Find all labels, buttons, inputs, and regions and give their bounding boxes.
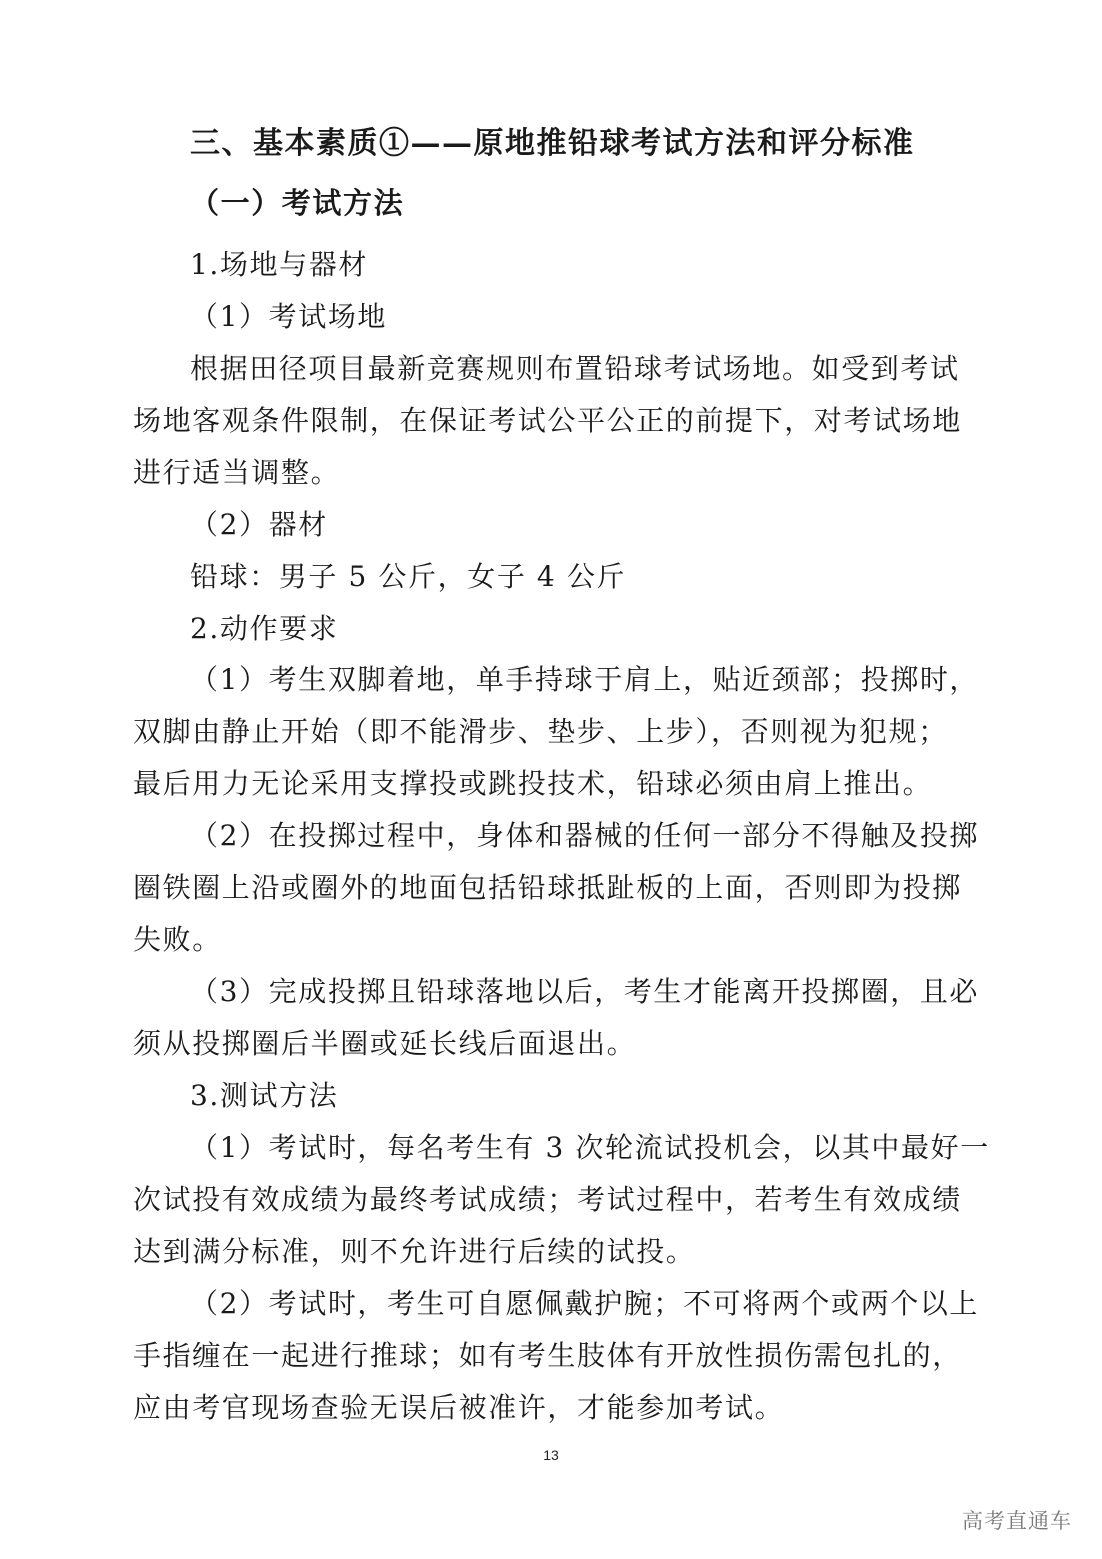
paragraph-line: （2）在投掷过程中，身体和器械的任何一部分不得触及投掷 bbox=[190, 819, 980, 852]
paragraph-line: 应由考官现场查验无误后被准许，才能参加考试。 bbox=[133, 1391, 785, 1424]
paragraph-line: 失败。 bbox=[133, 923, 222, 956]
paragraph-line: 3.测试方法 bbox=[190, 1079, 339, 1112]
paragraph-line: 手指缠在一起进行推球；如有考生肢体有开放性损伤需包扎的， bbox=[133, 1339, 962, 1372]
paragraph-line: （1）考生双脚着地，单手持球于肩上，贴近颈部；投掷时， bbox=[190, 663, 980, 696]
paragraph-line: （3）完成投掷且铅球落地以后，考生才能离开投掷圈，且必 bbox=[190, 975, 980, 1008]
paragraph-line: 铅球：男子 5 公斤，女子 4 公斤 bbox=[190, 560, 627, 593]
paragraph-line: 进行适当调整。 bbox=[133, 456, 341, 489]
paragraph-line: （2）考试时，考生可自愿佩戴护腕；不可将两个或两个以上 bbox=[190, 1287, 980, 1320]
page-heading: 三、基本素质①——原地推铅球考试方法和评分标准 bbox=[190, 126, 915, 161]
paragraph-line: 次试投有效成绩为最终考试成绩；考试过程中，若考生有效成绩 bbox=[133, 1183, 962, 1216]
paragraph-line: 圈铁圈上沿或圈外的地面包括铅球抵趾板的上面，否则即为投掷 bbox=[133, 871, 962, 904]
page-number: 13 bbox=[543, 1447, 559, 1463]
paragraph-line: 根据田径项目最新竞赛规则布置铅球考试场地。如受到考试 bbox=[190, 352, 960, 385]
paragraph-line: （1）考试时，每名考生有 3 次轮流试投机会，以其中最好一 bbox=[190, 1131, 990, 1164]
paragraph-line: 2.动作要求 bbox=[190, 612, 339, 645]
paragraph-line: （2）器材 bbox=[190, 508, 328, 541]
paragraph-line: 场地客观条件限制，在保证考试公平公正的前提下，对考试场地 bbox=[133, 404, 962, 437]
paragraph-line: 最后用力无论采用支撑投或跳投技术，铅球必须由肩上推出。 bbox=[133, 767, 933, 800]
paragraph-line: 达到满分标准，则不允许进行后续的试投。 bbox=[133, 1235, 696, 1268]
section-title: （一）考试方法 bbox=[190, 186, 405, 220]
paragraph-line: 双脚由静止开始（即不能滑步、垫步、上步），否则视为犯规； bbox=[133, 715, 948, 748]
paragraph-line: （1）考试场地 bbox=[190, 300, 388, 333]
watermark-text: 高考直通车 bbox=[962, 1509, 1072, 1533]
paragraph-line: 须从投掷圈后半圈或延长线后面退出。 bbox=[133, 1027, 637, 1060]
paragraph-line: 1.场地与器材 bbox=[190, 248, 368, 281]
